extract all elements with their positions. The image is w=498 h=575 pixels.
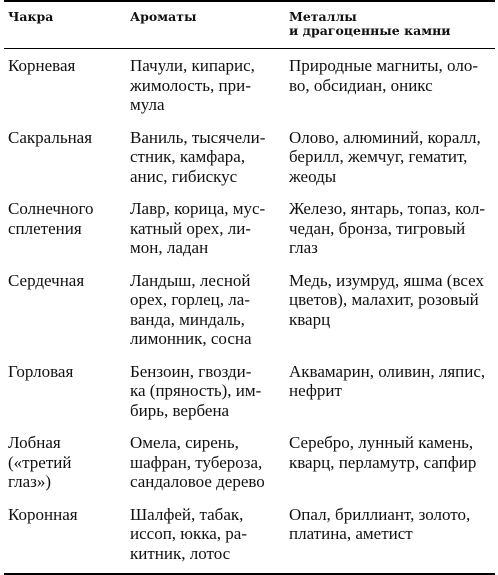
metals-cell: Олово, алюминий, коралл, берилл, жемчуг, гематит, жеоды — [289, 127, 481, 186]
table-row — [4, 426, 495, 498]
table-row — [4, 498, 495, 575]
table-row — [4, 264, 495, 355]
table-header-row — [4, 1, 495, 49]
chakra-cell: Сакральная — [8, 127, 93, 147]
chakra-cell: Горловая — [8, 361, 74, 381]
table-row — [4, 192, 495, 264]
table-row — [4, 355, 495, 427]
aromas-cell: Ваниль, тысячели- стник, камфара, анис, гибискус — [130, 127, 266, 186]
header-chakra: Чакра — [4, 1, 126, 49]
chakra-cell: Лобная («третий глаз») — [8, 433, 72, 491]
aromas-cell: Ландыш, лесной орех, горлец, ла- ванда, миндаль, лимонник, сосна — [130, 270, 252, 348]
chakra-cell: Сердечная — [8, 270, 85, 290]
metals-cell: Опал, бриллиант, золото, платина, аметист — [285, 498, 495, 575]
table-row — [4, 49, 495, 121]
chakra-cell: Корневая — [8, 56, 76, 75]
header-aromas: Ароматы — [126, 1, 285, 49]
metals-cell: Железо, янтарь, топаз, кол- чедан, бронза, тигровый глаз — [289, 199, 485, 257]
metals-cell: Аквамарин, оливин, ляпис, нефрит — [289, 361, 486, 400]
table-row — [4, 121, 495, 193]
chakra-cell: Солнечного сплетения — [8, 199, 94, 238]
aromas-cell: Пачули, кипарис, жимолость, при- мула — [130, 56, 255, 114]
chakra-table — [4, 0, 495, 575]
aromas-cell: Лавр, корица, мус- катный орех, ли- мон, ладан — [130, 199, 266, 257]
metals-cell: Серебро, лунный камень, кварц, перламутр, сапфир — [289, 433, 477, 472]
aromas-cell: Омела, сирень, шафран, тубероза, сандаловое дерево — [130, 433, 265, 491]
header-metals-stones: Металлы и драгоценные камни — [285, 1, 495, 49]
aromas-cell: Бензоин, гвозди- ка (пряность), им- бирь, вербена — [130, 361, 262, 420]
table-body — [4, 49, 495, 575]
chakra-cell: Коронная — [4, 498, 126, 575]
aromas-cell: Шалфей, табак, иссоп, юкка, ра- китник, лотос — [126, 498, 285, 575]
metals-cell: Медь, изумруд, яшма (всех цветов), малахит, розовый кварц — [289, 270, 484, 329]
metals-cell: Природные магниты, оло- во, обсидиан, оникс — [289, 56, 478, 95]
